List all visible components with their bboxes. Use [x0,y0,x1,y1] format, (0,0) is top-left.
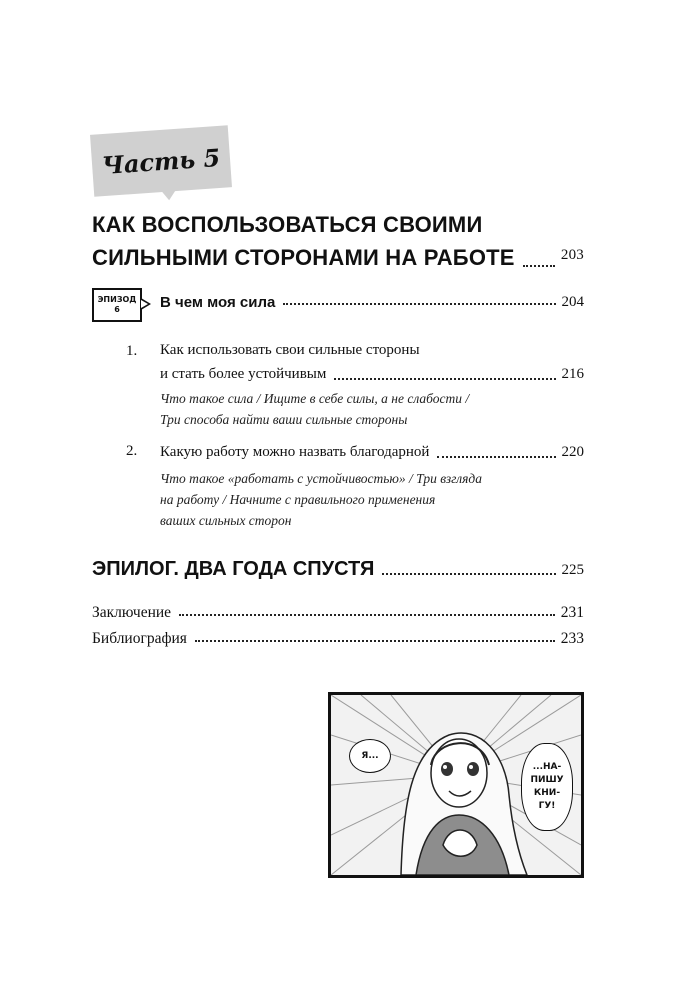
section-page-number: 203 [560,247,584,263]
toc-entry-episode[interactable] [160,294,584,311]
bubble-right-line1: ...НА- [532,762,562,772]
section-title[interactable] [92,210,584,273]
epilogue-title: ЭПИЛОГ. ДВА ГОДА СПУСТЯ [92,558,375,580]
item-2-sub1: Что такое «работать с устойчивостью» / Три взгляда [160,471,483,486]
dot-leader [523,265,555,267]
episode-badge-number: 6 [114,305,120,314]
episode-badge-word: ЭПИЗОД [97,295,137,304]
item-2-number: 2. [126,443,138,459]
dot-leader [283,303,555,305]
bubble-left-text: Я... [361,750,379,761]
item-1-sub2: Три способа найти ваши сильные стороны [160,412,408,427]
dot-leader [437,456,555,458]
item-2-line1: Какую работу можно назвать благодарной [160,444,430,460]
item-2-page-number: 220 [561,444,584,460]
manga-illustration [328,692,584,878]
bubble-right-line3: КНИ- [533,788,561,798]
speech-bubble-right [521,743,573,831]
episode-arrow-inner [141,300,148,308]
speech-bubble-left [349,739,391,773]
item-1-subtopics [160,388,584,430]
conclusion-page-number: 231 [560,604,584,621]
toc-entry-conclusion[interactable] [92,604,584,622]
bibliography-title: Библиография [92,630,187,647]
bibliography-page-number: 233 [560,630,584,647]
conclusion-title: Заключение [92,604,172,621]
epilogue-page-number: 225 [561,562,584,578]
item-1-line2: и стать более устойчивым [160,366,327,382]
item-1-line1: Как использовать свои сильные стороны [160,342,420,358]
part-badge-tail [157,182,183,201]
toc-entry-bibliography[interactable] [92,630,584,648]
section-title-line1: КАК ВОСПОЛЬЗОВАТЬСЯ СВОИМИ [92,212,483,237]
toc-entry-epilogue[interactable] [92,558,584,581]
item-1-page-number: 216 [561,366,584,382]
item-2-sub2: на работу / Начните с правильного применения [160,492,436,507]
toc-entry-item-2[interactable] [160,440,584,464]
item-1-number: 1. [126,343,138,359]
dot-leader [334,378,555,380]
part-label: Часть 5 [100,142,222,180]
episode-title: В чем моя сила [160,294,276,311]
section-title-line2: СИЛЬНЫМИ СТОРОНАМИ НА РАБОТЕ [92,245,515,270]
toc-entry-item-1[interactable] [160,338,584,386]
item-2-sub3: ваших сильных сторон [160,513,292,528]
episode-page-number: 204 [561,294,584,310]
dot-leader [179,614,555,616]
item-1-sub1: Что такое сила / Ищите в себе силы, а не слабости / [160,391,470,406]
episode-badge [92,288,142,322]
bubble-right-line2: ПИШУ [530,775,564,785]
dot-leader [195,640,555,642]
dot-leader [382,573,555,575]
bubble-right-line4: ГУ! [538,801,556,811]
item-2-subtopics [160,468,584,531]
